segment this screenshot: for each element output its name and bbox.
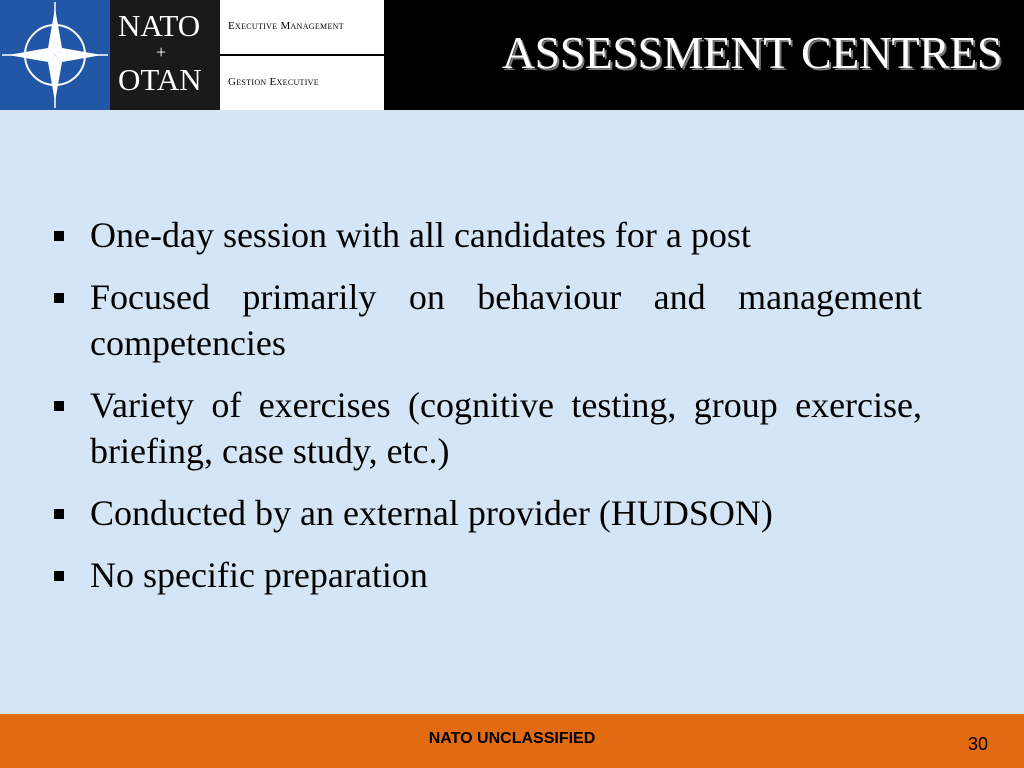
list-item-text: One-day session with all candidates for a post (90, 215, 751, 255)
slide-title: ASSESSMENT CENTRES (501, 27, 1002, 78)
nato-star-logo (0, 0, 110, 110)
square-bullet-icon (54, 509, 64, 519)
page-number: 30 (967, 734, 988, 754)
square-bullet-icon (54, 401, 64, 411)
list-item (54, 490, 922, 536)
nato-otan-wordmark (110, 0, 220, 110)
compass-star-icon (0, 0, 110, 110)
logo-divider (220, 54, 384, 56)
list-item (54, 552, 922, 598)
logo-otan-text: OTAN (118, 62, 202, 97)
list-item-text: Focused primarily on behaviour and management competencies (90, 277, 922, 363)
square-bullet-icon (54, 231, 64, 241)
list-item (54, 382, 922, 474)
classification-label: NATO UNCLASSIFIED (428, 730, 596, 747)
logo-nato-text: NATO (118, 8, 201, 43)
logo-plus-text: + (156, 42, 167, 62)
executive-management-label: Executive Management (228, 20, 344, 32)
list-item (54, 274, 922, 366)
gestion-executive-label: Gestion Executive (228, 76, 319, 88)
executive-management-block (220, 0, 384, 110)
slide-header (0, 0, 1024, 110)
list-item (54, 212, 922, 258)
square-bullet-icon (54, 571, 64, 581)
list-item-text: Variety of exercises (cognitive testing, group exercise, briefing, case study, etc.) (90, 385, 922, 471)
list-item-text: Conducted by an external provider (HUDSON) (90, 493, 773, 533)
slide-footer (0, 714, 1024, 768)
bullet-list (54, 212, 922, 614)
list-item-text: No specific preparation (90, 555, 428, 595)
square-bullet-icon (54, 293, 64, 303)
